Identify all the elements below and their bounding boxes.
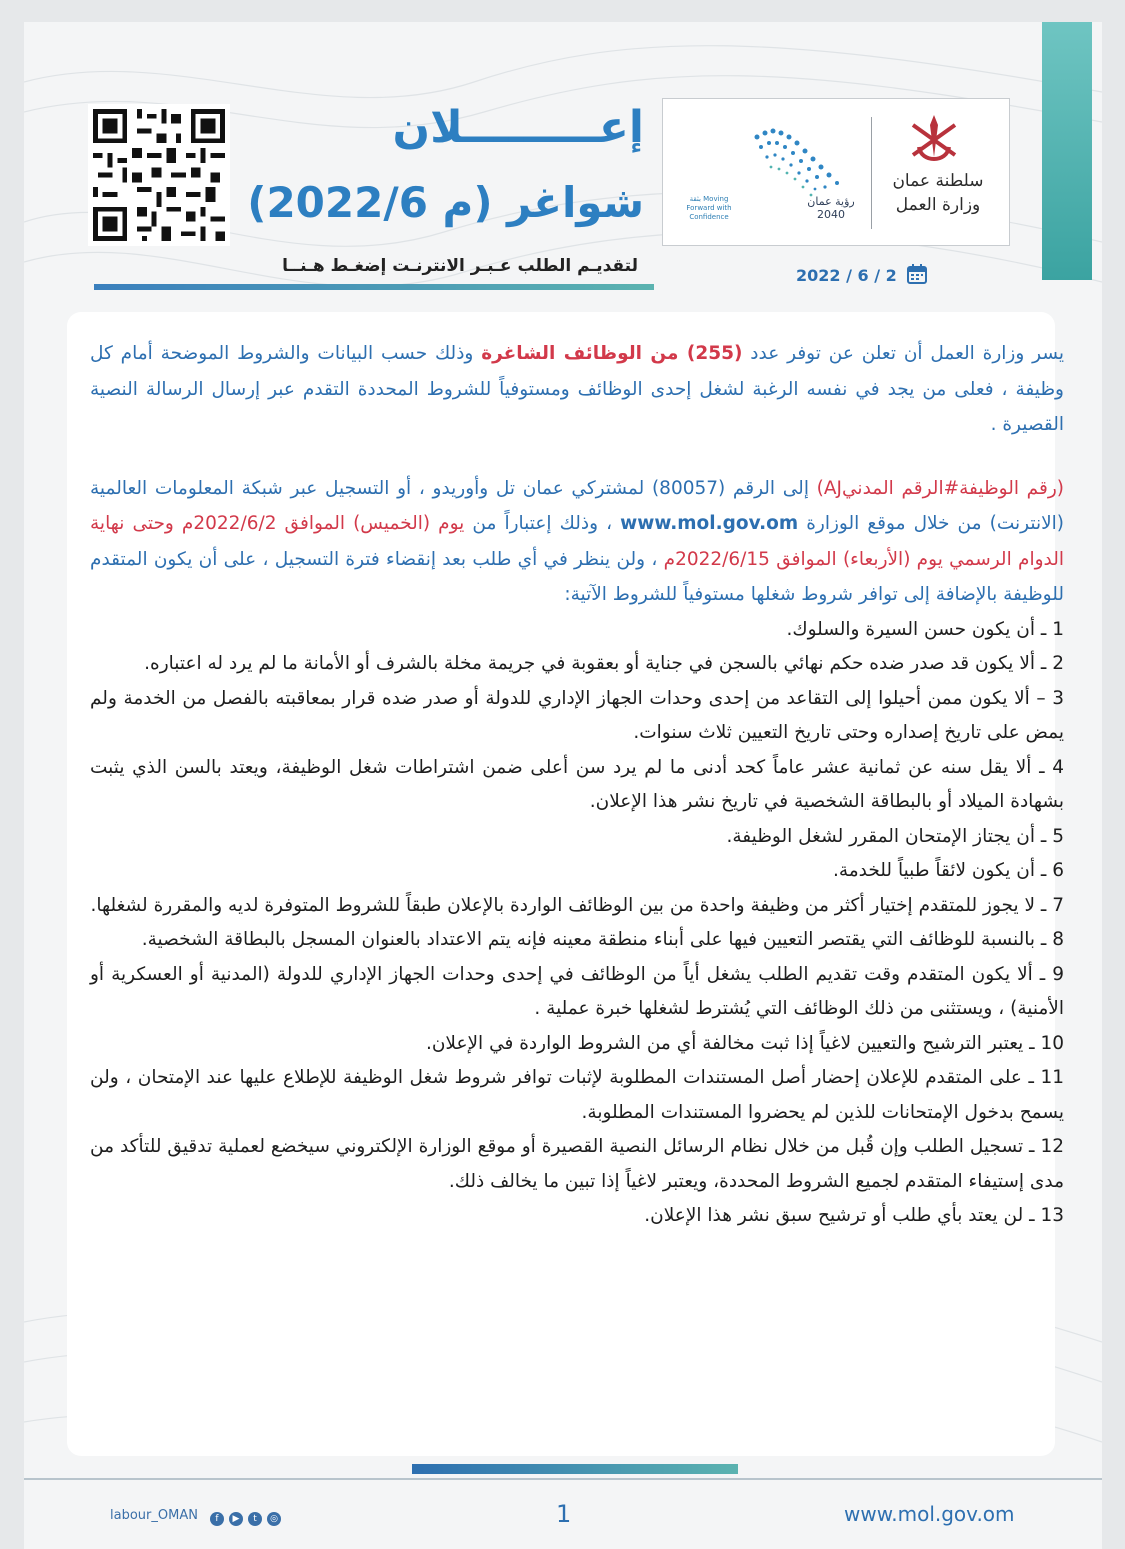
page-number: 1 xyxy=(556,1500,572,1528)
announcement-title: إعـــــــــلان xyxy=(392,102,644,153)
condition-item: 7 ـ لا يجوز للمتقدم إختيار أكثر من وظيفة واحدة من بين الوظائف الواردة بالإعلان طبقاً للشروط المتوفرة لديه والمقررة لشغلها. xyxy=(90,894,1064,916)
twitter-icon[interactable]: t xyxy=(248,1512,262,1526)
intro-text-start: يسر وزارة العمل أن تعلن عن توفر عدد xyxy=(742,343,1064,364)
social-icons xyxy=(210,1506,286,1526)
condition-item: 1 ـ أن يكون حسن السيرة والسلوك. xyxy=(786,618,1064,640)
footer-divider xyxy=(24,1478,1102,1480)
sms-instructions-paragraph xyxy=(90,471,1064,613)
condition-item: 9 ـ ألا يكون المتقدم وقت تقديم الطلب يشغل أياً من الوظائف في إحدى وحدات الجهاز الإداري للدولة (المدنية أو العسكرية أو الأمنية) ، ويستثنى من ذلك الوظائف التي يُشترط لشغلها خبرة عملية . xyxy=(90,963,1064,1019)
sms-text-3: ، ولن ينظر في أي طلب بعد إنقضاء فترة التسجيل ، على أن يكون المتقدم للوظيفة بالإضافة إلى توافر شروط شغلها مستوفياً للشروط الآتية: xyxy=(90,548,1064,605)
intro-text-end: وذلك حسب البيانات والشروط الموضحة أمام كل وظيفة ، فعلى من يجد في نفسه الرغبة لشغل إحدى الوظائف ومستوفياً للشروط المحددة التقدم عبر إرسال الرسالة النصية القصيرة . xyxy=(90,343,1064,435)
sms-text-2: ، وذلك إعتباراً من xyxy=(464,513,621,534)
intro-paragraph xyxy=(90,336,1064,443)
ministry-name xyxy=(877,169,999,217)
social-handle[interactable]: labour_OMAN xyxy=(110,1508,198,1523)
sms-text-1: إلى الرقم (80057) لمشتركي عمان تل وأوريدو ، أو التسجيل عبر شبكة المعلومات العالمية (الانترنت) من خلال موقع الوزارة xyxy=(90,477,1065,534)
condition-item: 10 ـ يعتبر الترشيح والتعيين لاغياً إذا ثبت مخالفة أي من الشروط الواردة في الإعلان. xyxy=(425,1032,1064,1054)
conditions-list xyxy=(90,613,1064,1234)
logo-divider xyxy=(871,117,872,229)
registration-period: يوم (الخميس) الموافق 2022/6/2م وحتى نهاية الدوام الرسمي يوم (الأربعاء) الموافق 2022/6/15م xyxy=(90,513,1064,570)
condition-item: 2 ـ ألا يكون قد صدر ضده حكم نهائي بالسجن في جناية أو بعقوبة في جريمة مخلة بالشرف أو الأمانة ما لم يرد له اعتباره. xyxy=(144,653,1064,674)
condition-item: 6 ـ أن يكون لائقاً طبياً للخدمة. xyxy=(832,860,1064,881)
teal-accent-bar xyxy=(1042,22,1092,280)
condition-item: 4 ـ ألا يقل سنه عن ثمانية عشر عاماً كحد أدنى ما لم يرد سن أعلى ضمن اشتراطات شغل الوظيفة، ويعتد بالسن الذي يثبت بشهادة الميلاد أو بالبطاقة الشخصية في تاريخ نشر هذا الإعلان. xyxy=(90,756,1064,812)
vision-2040-label xyxy=(793,195,869,221)
ministry-website-link[interactable]: www.mol.gov.om xyxy=(620,513,799,534)
facebook-icon[interactable]: f xyxy=(210,1512,224,1526)
condition-item: 8 ـ بالنسبة للوظائف التي يقتصر التعيين فيها على أبناء منطقة معينه فإنه يتم الاعتداد بالعنوان المسجل بالبطاقة الشخصية. xyxy=(141,929,1064,950)
condition-item: 11 ـ على المتقدم للإعلان إحضار أصل المستندات المطلوبة لإثبات توافر شروط شغل الوظيفة للإطلاع عليها عند الإمتحان ، ولن يسمح بدخول الإمتحانات للذين لم يحضروا المستندات المطلوبة. xyxy=(90,1067,1064,1123)
ministry-line2: وزارة العمل xyxy=(895,195,981,215)
condition-item: 13 ـ لن يعتد بأي طلب أو ترشيح سبق نشر هذا الإعلان. xyxy=(644,1205,1064,1226)
condition-item: 3 – ألا يكون ممن أحيلوا إلى التقاعد من إحدى وحدات الجهاز الإداري للدولة أو صدر ضده قرار بمعاقبته بالفصل من الخدمة ولم يمض على تاريخ إصداره وحتى تاريخ التعيين ثلاث سنوات. xyxy=(90,687,1064,743)
vision-year: 2040 xyxy=(817,208,845,221)
announcement-body xyxy=(90,336,1064,1234)
apply-underline xyxy=(94,284,654,290)
announcement-date: 2022 / 6 / 2 xyxy=(796,266,897,285)
footer-website-link[interactable]: www.mol.gov.om xyxy=(844,1502,1015,1526)
qr-code-icon[interactable] xyxy=(88,104,230,246)
condition-item: 5 ـ أن يجتاز الإمتحان المقرر لشغل الوظيفة. xyxy=(726,825,1064,847)
youtube-icon[interactable]: ▶ xyxy=(229,1512,243,1526)
condition-item: 12 ـ تسجيل الطلب وإن قُبل من خلال نظام الرسائل النصية القصيرة أو موقع الوزارة الإلكتروني سيخضع لعملية تدقيق للتأكد من مدى إستيفاء المتقدم لجميع الشروط المحددة، ويعتبر لاغياً إذا تبين ما يخالف ذلك. xyxy=(90,1136,1064,1192)
footer-accent-bar xyxy=(412,1464,738,1474)
vacancy-count-highlight: (255) من الوظائف الشاغرة xyxy=(481,343,743,364)
sms-code-format: (رقم الوظيفة#الرقم المدنيAJ) xyxy=(816,477,1064,499)
logo-panel xyxy=(662,98,1010,246)
vision-name: رؤية عمان xyxy=(807,195,855,208)
oman-emblem-icon xyxy=(899,111,969,169)
vacancies-subtitle: شواغر (م 2022/6) xyxy=(247,178,644,227)
ministry-line1: سلطنة عمان xyxy=(892,171,984,191)
instagram-icon[interactable]: ◎ xyxy=(267,1512,281,1526)
announcement-page xyxy=(24,22,1102,1549)
apply-online-link[interactable]: لتقديـم الطلب عـبـر الانترنـت إضغـط هـنــا xyxy=(282,256,638,276)
vision-tagline: بثقة Moving Forward with Confidence xyxy=(686,195,732,221)
